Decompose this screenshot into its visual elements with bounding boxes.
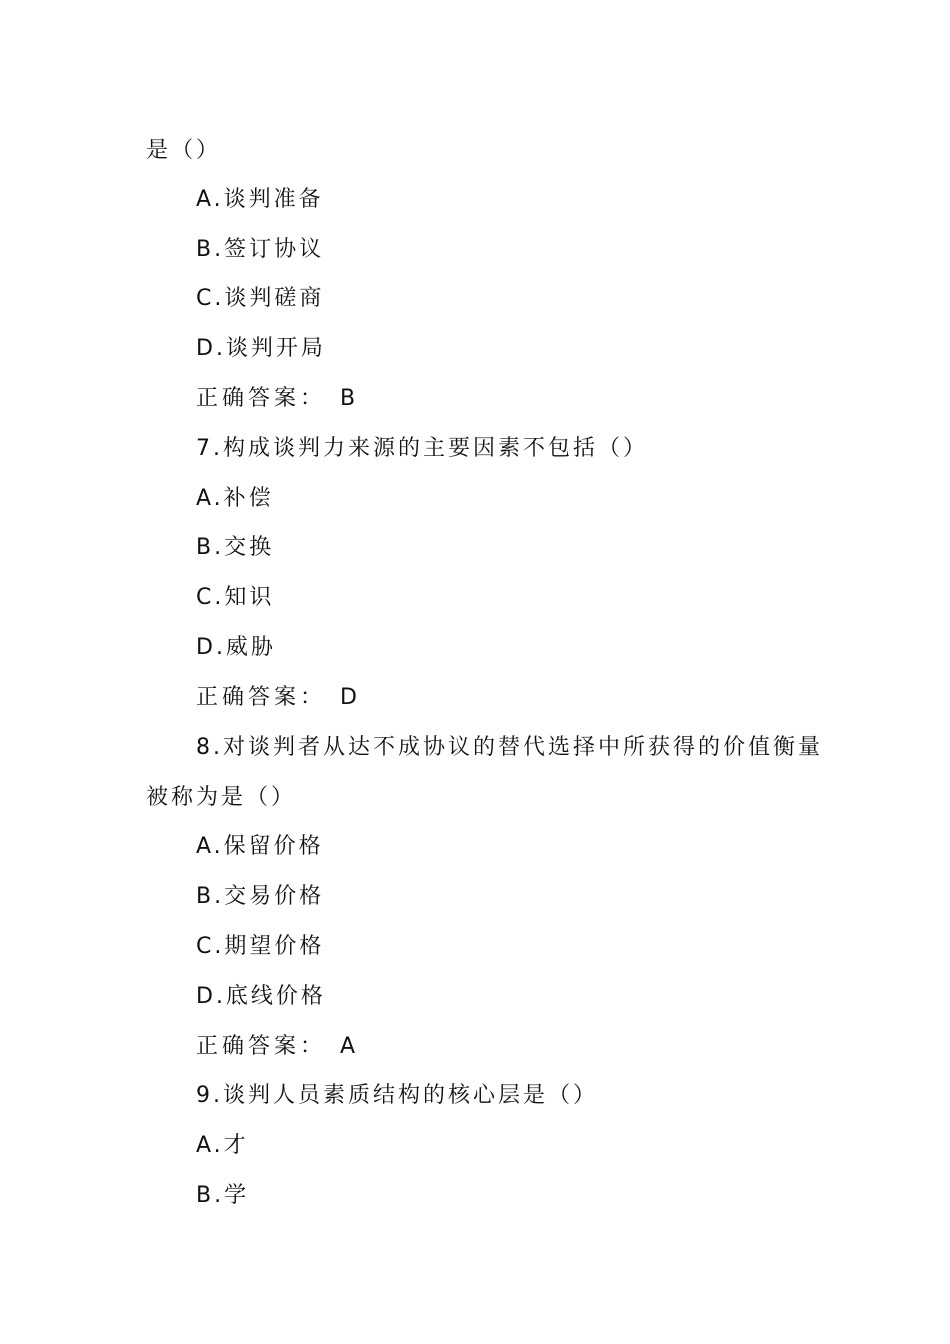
question-7: 7.构成谈判力来源的主要因素不包括（） [196,436,648,461]
q6-answer [196,384,355,414]
q6-option-a: A.谈判准备 [196,187,324,212]
q6-option-b: B.签订协议 [196,237,325,262]
q7-answer [196,683,357,713]
q9-option-a: A.才 [196,1133,249,1158]
question-8-line-1: 8.对谈判者从达不成协议的替代选择中所获得的价值衡量 [196,735,823,760]
q9-option-b: B.学 [196,1183,250,1208]
answer-value: D [340,685,357,710]
q6-option-c: C.谈判磋商 [196,286,325,311]
question-9: 9.谈判人员素质结构的核心层是（） [196,1083,598,1108]
q7-option-c: C.知识 [196,585,275,610]
answer-label: 正确答案： [196,1034,327,1059]
q6-option-d: D.谈判开局 [196,336,326,361]
answer-label: 正确答案： [196,685,327,710]
question-8-line-2: 被称为是（） [146,785,297,810]
q8-answer [196,1032,355,1062]
answer-value: B [340,386,356,411]
answer-label: 正确答案： [196,386,327,411]
q8-option-d: D.底线价格 [196,984,326,1009]
q8-option-c: C.期望价格 [196,934,325,959]
q8-option-a: A.保留价格 [196,834,324,859]
q7-option-a: A.补偿 [196,486,274,511]
q7-option-d: D.威胁 [196,635,276,660]
q7-option-b: B.交换 [196,535,275,560]
question-6-tail: 是（） [146,138,222,163]
answer-value: A [340,1034,356,1059]
q8-option-b: B.交易价格 [196,884,325,909]
